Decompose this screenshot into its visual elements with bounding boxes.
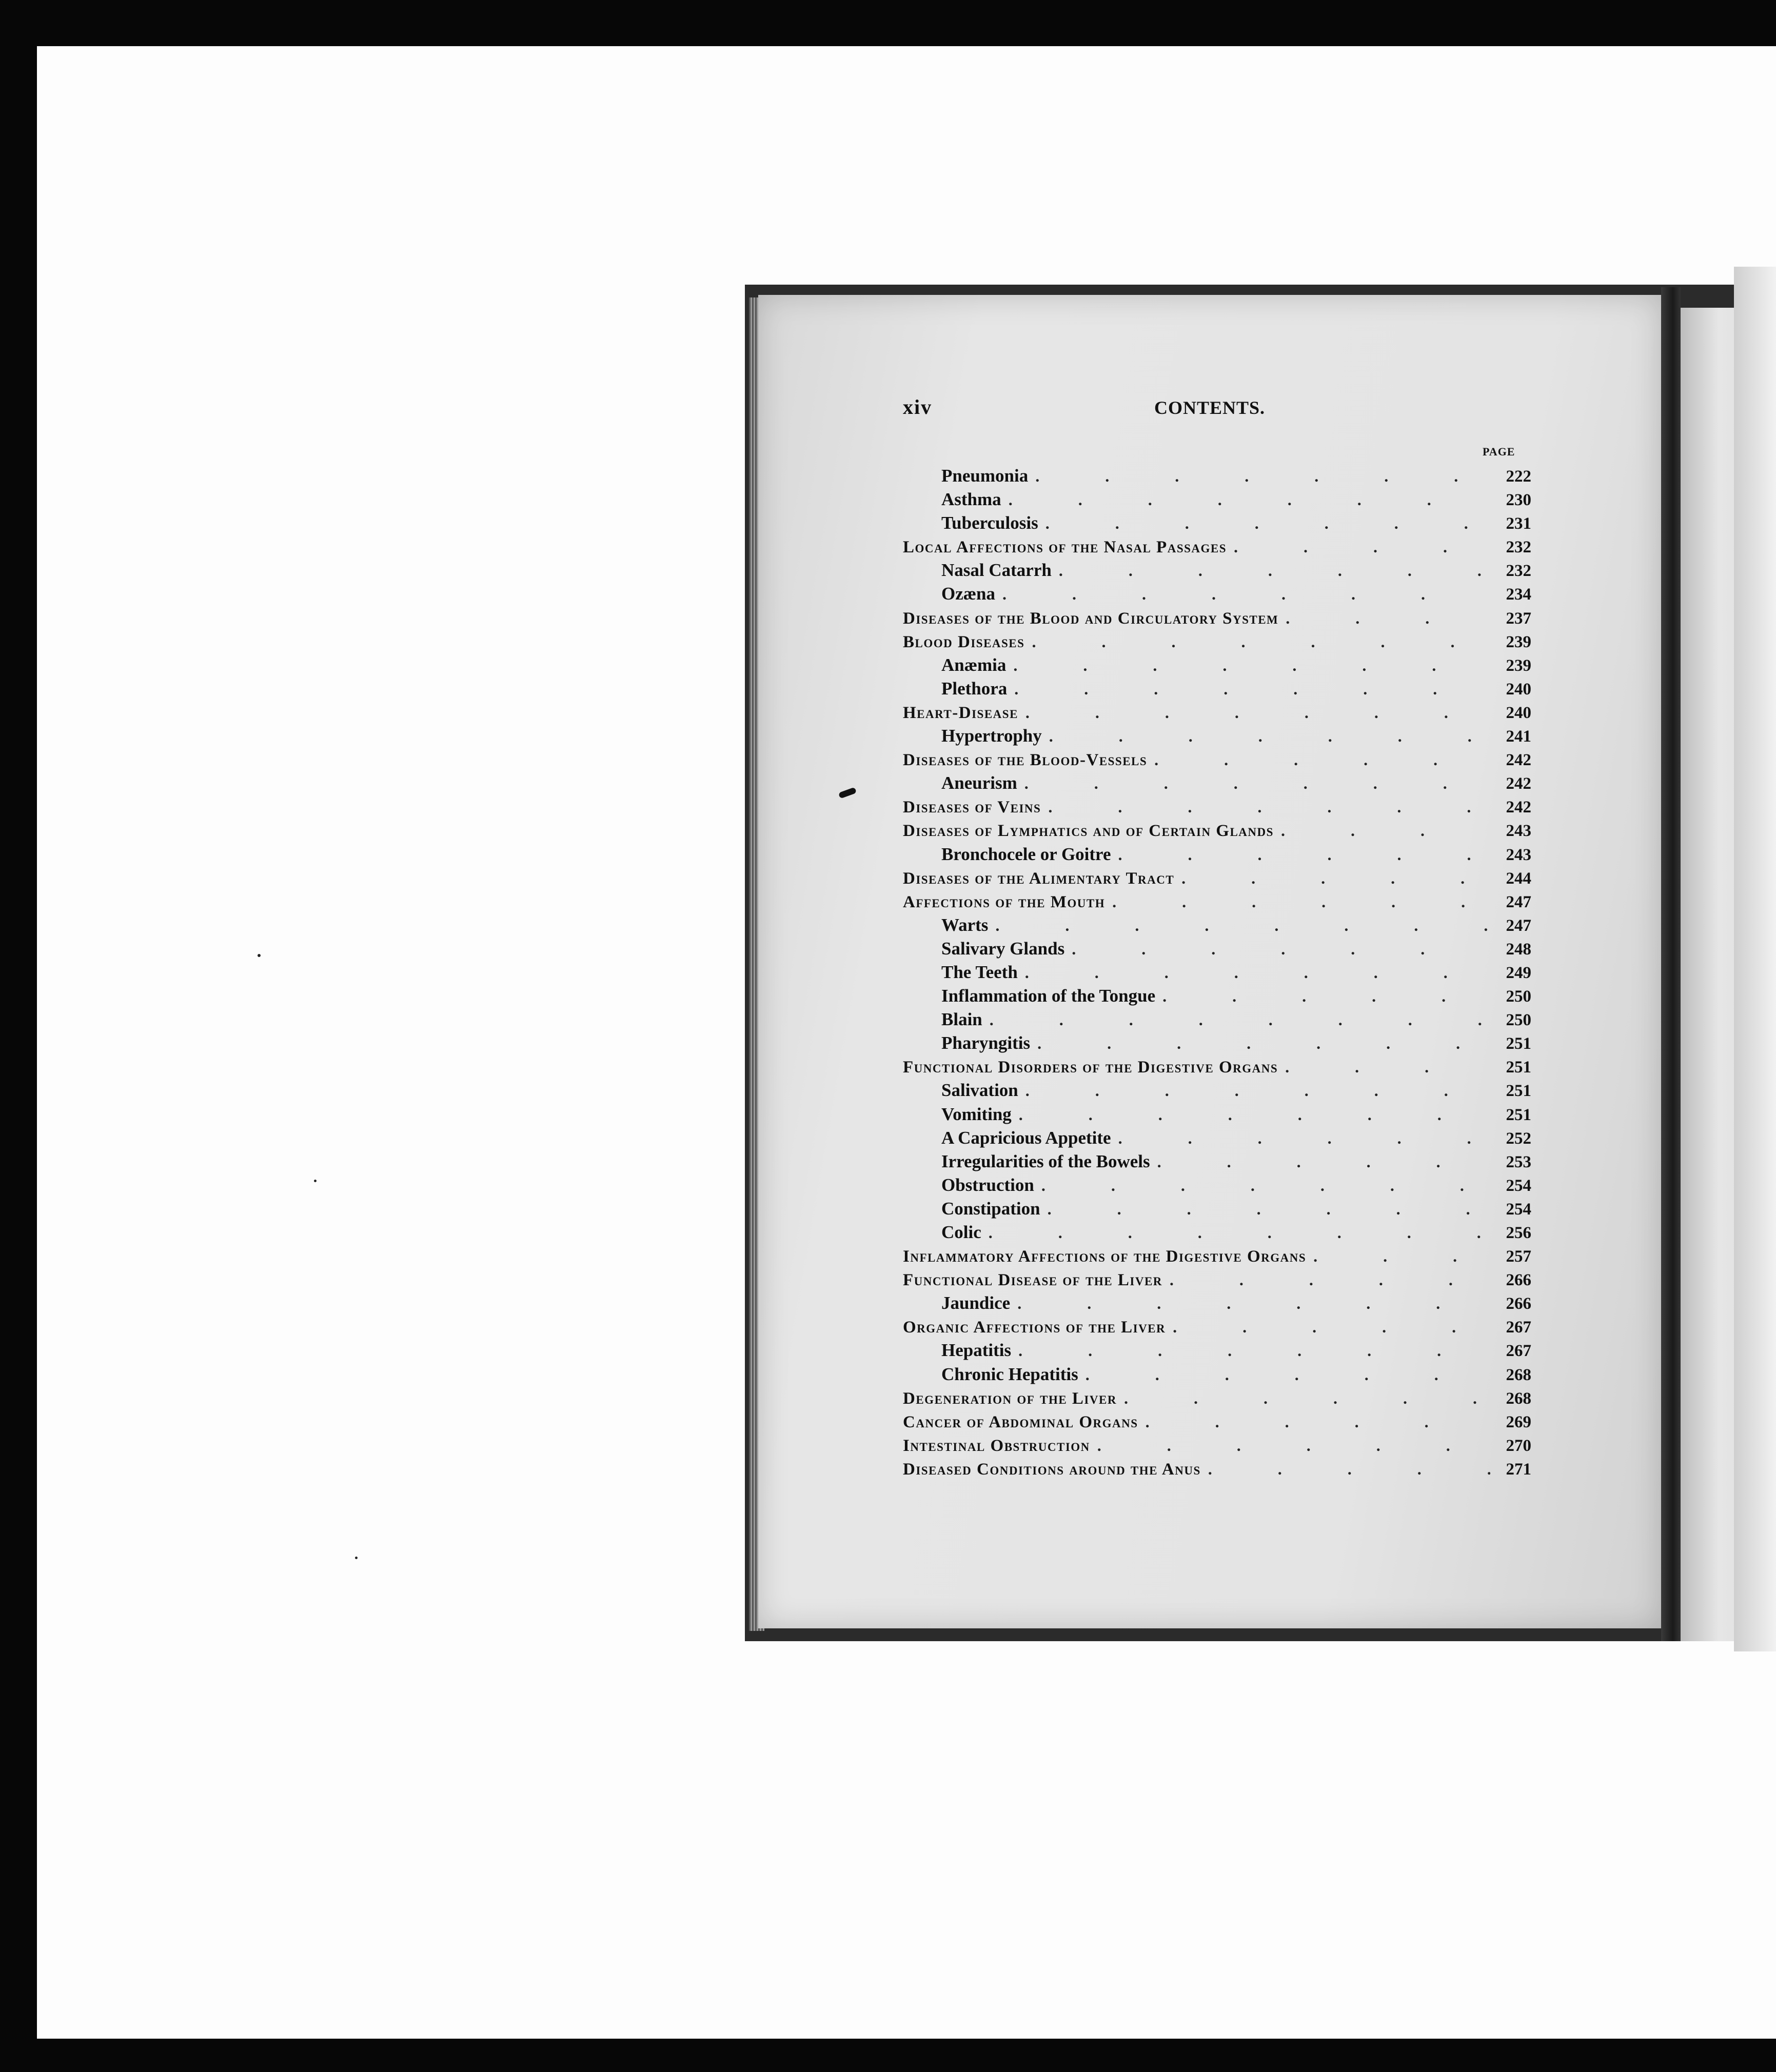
toc-entry-page: 242 bbox=[1506, 751, 1531, 770]
dot-leader bbox=[1041, 795, 1490, 819]
dot-leader bbox=[1001, 488, 1490, 511]
toc-entry-page: 250 bbox=[1506, 987, 1531, 1006]
toc-entry bbox=[903, 1173, 1531, 1197]
toc-entry-title: Blain bbox=[941, 1009, 982, 1030]
toc-entry-page: 231 bbox=[1506, 514, 1531, 533]
toc-entry-title: Constipation bbox=[941, 1198, 1040, 1219]
dot-leader bbox=[1010, 1291, 1490, 1315]
toc-entry-title: Intestinal Obstruction bbox=[903, 1436, 1090, 1455]
dot-leader bbox=[1011, 1339, 1490, 1362]
toc-entry bbox=[903, 890, 1531, 913]
running-head bbox=[903, 395, 1534, 426]
dust-speck bbox=[355, 1557, 358, 1559]
dot-leader bbox=[988, 913, 1490, 937]
toc-entry-title: Bronchocele or Goitre bbox=[941, 844, 1111, 864]
toc-entry-page: 268 bbox=[1506, 1389, 1531, 1408]
dot-leader bbox=[1090, 1433, 1490, 1457]
toc-entry bbox=[903, 1457, 1531, 1481]
toc-entry bbox=[903, 984, 1531, 1008]
page-column-label: PAGE bbox=[1483, 445, 1515, 458]
dot-leader bbox=[1006, 653, 1490, 677]
toc-entry-title: Irregularities of the Bowels bbox=[941, 1151, 1150, 1171]
toc-entry bbox=[903, 1055, 1531, 1079]
dot-leader bbox=[1227, 535, 1490, 559]
toc-entry-title: Asthma bbox=[941, 489, 1001, 510]
dot-leader bbox=[1052, 559, 1490, 582]
toc-entry-page: 266 bbox=[1506, 1271, 1531, 1290]
toc-entry-title: A Capricious Appetite bbox=[941, 1127, 1111, 1148]
toc-entry-title: Diseases of Lymphatics and of Certain Glands bbox=[903, 822, 1274, 841]
toc-entry bbox=[903, 630, 1531, 653]
toc-entry bbox=[903, 582, 1531, 606]
toc-entry-title: Hypertrophy bbox=[941, 726, 1042, 746]
dot-leader bbox=[1034, 1173, 1490, 1197]
dot-leader bbox=[1040, 1197, 1490, 1221]
toc-entry bbox=[903, 677, 1531, 701]
toc-entry bbox=[903, 913, 1531, 937]
toc-entry bbox=[903, 1315, 1531, 1339]
dot-leader bbox=[1012, 1103, 1490, 1126]
dot-leader bbox=[1064, 937, 1490, 961]
toc-entry-page: 248 bbox=[1506, 940, 1531, 959]
facing-page-edge bbox=[1734, 267, 1776, 1651]
dot-leader bbox=[1078, 1363, 1490, 1386]
dot-leader bbox=[1166, 1315, 1490, 1339]
toc-entry bbox=[903, 866, 1531, 890]
toc-entry bbox=[903, 771, 1531, 795]
toc-entry-page: 240 bbox=[1506, 703, 1531, 722]
toc-entry-page: 251 bbox=[1506, 1034, 1531, 1053]
dust-speck bbox=[314, 1180, 317, 1182]
toc-entry-page: 251 bbox=[1506, 1058, 1531, 1077]
toc-entry-title: Organic Affections of the Liver bbox=[903, 1318, 1166, 1337]
dot-leader bbox=[1038, 511, 1490, 535]
page-folio: xiv bbox=[903, 395, 933, 419]
toc-entry-title: Inflammatory Affections of the Digestive Organs bbox=[903, 1247, 1307, 1266]
toc-entry-page: 249 bbox=[1506, 963, 1531, 982]
dot-leader bbox=[1111, 1126, 1490, 1150]
toc-entry-title: Diseased Conditions around the Anus bbox=[903, 1460, 1201, 1479]
toc-entry-page: 232 bbox=[1506, 562, 1531, 581]
toc-entry-title: Obstruction bbox=[941, 1174, 1034, 1195]
toc-entry bbox=[903, 795, 1531, 819]
dot-leader bbox=[1111, 843, 1490, 866]
toc-entry-page: 250 bbox=[1506, 1011, 1531, 1030]
dot-leader bbox=[1150, 1150, 1490, 1173]
toc-entry-title: Local Affections of the Nasal Passages bbox=[903, 538, 1227, 557]
toc-entry-page: 268 bbox=[1506, 1365, 1531, 1384]
toc-entry bbox=[903, 1244, 1531, 1268]
toc-entry bbox=[903, 748, 1531, 771]
toc-entry-page: 237 bbox=[1506, 609, 1531, 628]
toc-entry-title: Salivation bbox=[941, 1080, 1018, 1101]
dust-speck bbox=[258, 954, 261, 957]
toc-entry-page: 253 bbox=[1506, 1152, 1531, 1171]
toc-entry-title: Plethora bbox=[941, 678, 1008, 699]
toc-entry-page: 232 bbox=[1506, 538, 1531, 557]
toc-entry-title: Anæmia bbox=[941, 654, 1007, 675]
dot-leader bbox=[1278, 1055, 1490, 1079]
toc-entry-title: Aneurism bbox=[941, 773, 1017, 793]
scan-frame-bottom bbox=[0, 2039, 1776, 2072]
toc-entry bbox=[903, 1079, 1531, 1102]
toc-entry-page: 267 bbox=[1506, 1342, 1531, 1361]
toc-entry-title: Diseases of Veins bbox=[903, 798, 1041, 817]
dot-leader bbox=[1174, 866, 1490, 890]
toc-entry-title: Heart-Disease bbox=[903, 703, 1018, 722]
toc-entry-page: 243 bbox=[1506, 845, 1531, 864]
toc-entry bbox=[903, 488, 1531, 511]
page-title: CONTENTS. bbox=[1154, 397, 1266, 418]
dot-leader bbox=[1155, 984, 1490, 1008]
book-spine bbox=[1661, 287, 1681, 1641]
toc-entry-title: Salivary Glands bbox=[941, 938, 1065, 959]
toc-entry bbox=[903, 511, 1531, 535]
table-of-contents bbox=[903, 464, 1531, 1481]
toc-entry-title: The Teeth bbox=[941, 962, 1018, 982]
dot-leader bbox=[1024, 630, 1490, 653]
dot-leader bbox=[1007, 677, 1490, 701]
toc-entry bbox=[903, 1150, 1531, 1173]
toc-entry bbox=[903, 653, 1531, 677]
toc-entry-page: 267 bbox=[1506, 1318, 1531, 1337]
toc-entry-title: Warts bbox=[941, 914, 989, 935]
toc-entry-page: 254 bbox=[1506, 1176, 1531, 1195]
toc-entry bbox=[903, 1221, 1531, 1244]
dot-leader bbox=[1017, 771, 1490, 795]
toc-entry-page: 254 bbox=[1506, 1200, 1531, 1219]
toc-entry-page: 271 bbox=[1506, 1460, 1531, 1479]
toc-entry-page: 257 bbox=[1506, 1247, 1531, 1266]
toc-entry-page: 239 bbox=[1506, 656, 1531, 675]
toc-entry-page: 243 bbox=[1506, 822, 1531, 841]
dot-leader bbox=[1030, 1031, 1490, 1055]
dot-leader bbox=[1162, 1268, 1490, 1291]
toc-entry bbox=[903, 1103, 1531, 1126]
toc-entry-title: Nasal Catarrh bbox=[941, 560, 1052, 581]
toc-entry bbox=[903, 724, 1531, 748]
toc-entry-page: 240 bbox=[1506, 680, 1531, 699]
toc-entry-title: Hepatitis bbox=[941, 1340, 1012, 1361]
scan-frame-left bbox=[0, 0, 37, 2072]
toc-entry bbox=[903, 843, 1531, 866]
dot-leader bbox=[982, 1008, 1490, 1031]
toc-entry-page: 251 bbox=[1506, 1105, 1531, 1124]
toc-entry-page: 241 bbox=[1506, 727, 1531, 746]
toc-entry-page: 252 bbox=[1506, 1129, 1531, 1148]
toc-entry-page: 251 bbox=[1506, 1082, 1531, 1101]
dot-leader bbox=[1018, 961, 1490, 984]
toc-entry-page: 247 bbox=[1506, 916, 1531, 935]
dot-leader bbox=[1274, 819, 1490, 842]
dot-leader bbox=[1147, 748, 1490, 771]
toc-entry bbox=[903, 701, 1531, 724]
toc-entry bbox=[903, 1291, 1531, 1315]
toc-entry-title: Cancer of Abdominal Organs bbox=[903, 1412, 1138, 1431]
toc-entry-title: Inflammation of the Tongue bbox=[941, 986, 1156, 1006]
dot-leader bbox=[1028, 464, 1490, 488]
toc-entry-title: Tuberculosis bbox=[941, 513, 1038, 533]
toc-entry-title: Jaundice bbox=[941, 1293, 1011, 1313]
dot-leader bbox=[1018, 701, 1490, 724]
toc-entry-title: Vomiting bbox=[941, 1104, 1012, 1124]
dot-leader bbox=[1105, 890, 1490, 913]
toc-entry bbox=[903, 606, 1531, 630]
toc-entry bbox=[903, 535, 1531, 559]
toc-entry bbox=[903, 1339, 1531, 1362]
toc-entry-title: Blood Diseases bbox=[903, 632, 1025, 651]
toc-entry-title: Diseases of the Blood and Circulatory System bbox=[903, 609, 1279, 628]
toc-entry bbox=[903, 961, 1531, 984]
dot-leader bbox=[1138, 1410, 1490, 1433]
toc-entry bbox=[903, 1363, 1531, 1386]
toc-entry-title: Degeneration of the Liver bbox=[903, 1389, 1117, 1408]
toc-entry bbox=[903, 1433, 1531, 1457]
toc-entry-title: Diseases of the Alimentary Tract bbox=[903, 869, 1175, 888]
toc-entry-title: Pharyngitis bbox=[941, 1033, 1031, 1053]
toc-entry-page: 242 bbox=[1506, 774, 1531, 793]
toc-entry bbox=[903, 559, 1531, 582]
toc-entry-title: Affections of the Mouth bbox=[903, 892, 1106, 911]
toc-entry-page: 242 bbox=[1506, 798, 1531, 817]
toc-entry-title: Functional Disorders of the Digestive Organs bbox=[903, 1058, 1278, 1077]
toc-entry-title: Functional Disease of the Liver bbox=[903, 1271, 1162, 1290]
toc-entry bbox=[903, 937, 1531, 961]
toc-entry-title: Diseases of the Blood-Vessels bbox=[903, 751, 1148, 770]
toc-entry bbox=[903, 819, 1531, 842]
toc-entry-page: 222 bbox=[1506, 467, 1531, 486]
toc-entry-title: Chronic Hepatitis bbox=[941, 1364, 1078, 1384]
toc-entry-page: 230 bbox=[1506, 491, 1531, 510]
toc-entry bbox=[903, 1031, 1531, 1055]
toc-entry bbox=[903, 464, 1531, 488]
dot-leader bbox=[981, 1221, 1490, 1244]
dot-leader bbox=[1306, 1244, 1490, 1268]
toc-entry-page: 239 bbox=[1506, 632, 1531, 651]
toc-entry bbox=[903, 1410, 1531, 1433]
toc-entry-page: 269 bbox=[1506, 1412, 1531, 1431]
toc-entry-title: Colic bbox=[941, 1222, 981, 1242]
toc-entry bbox=[903, 1008, 1531, 1031]
dot-leader bbox=[1201, 1457, 1490, 1481]
dot-leader bbox=[1117, 1386, 1490, 1410]
toc-entry bbox=[903, 1268, 1531, 1291]
dot-leader bbox=[1018, 1079, 1490, 1102]
toc-entry-title: Pneumonia bbox=[941, 466, 1029, 486]
toc-entry bbox=[903, 1386, 1531, 1410]
toc-entry-page: 247 bbox=[1506, 892, 1531, 911]
toc-entry-page: 270 bbox=[1506, 1436, 1531, 1455]
scan-frame-top bbox=[0, 0, 1776, 46]
toc-entry-page: 266 bbox=[1506, 1294, 1531, 1313]
dot-leader bbox=[1042, 724, 1490, 748]
toc-entry-page: 244 bbox=[1506, 869, 1531, 888]
toc-entry bbox=[903, 1126, 1531, 1150]
toc-entry bbox=[903, 1197, 1531, 1221]
toc-entry-page: 234 bbox=[1506, 585, 1531, 604]
toc-entry-page: 256 bbox=[1506, 1224, 1531, 1242]
dot-leader bbox=[1278, 606, 1490, 630]
dot-leader bbox=[995, 582, 1490, 606]
toc-entry-title: Ozæna bbox=[941, 584, 995, 604]
